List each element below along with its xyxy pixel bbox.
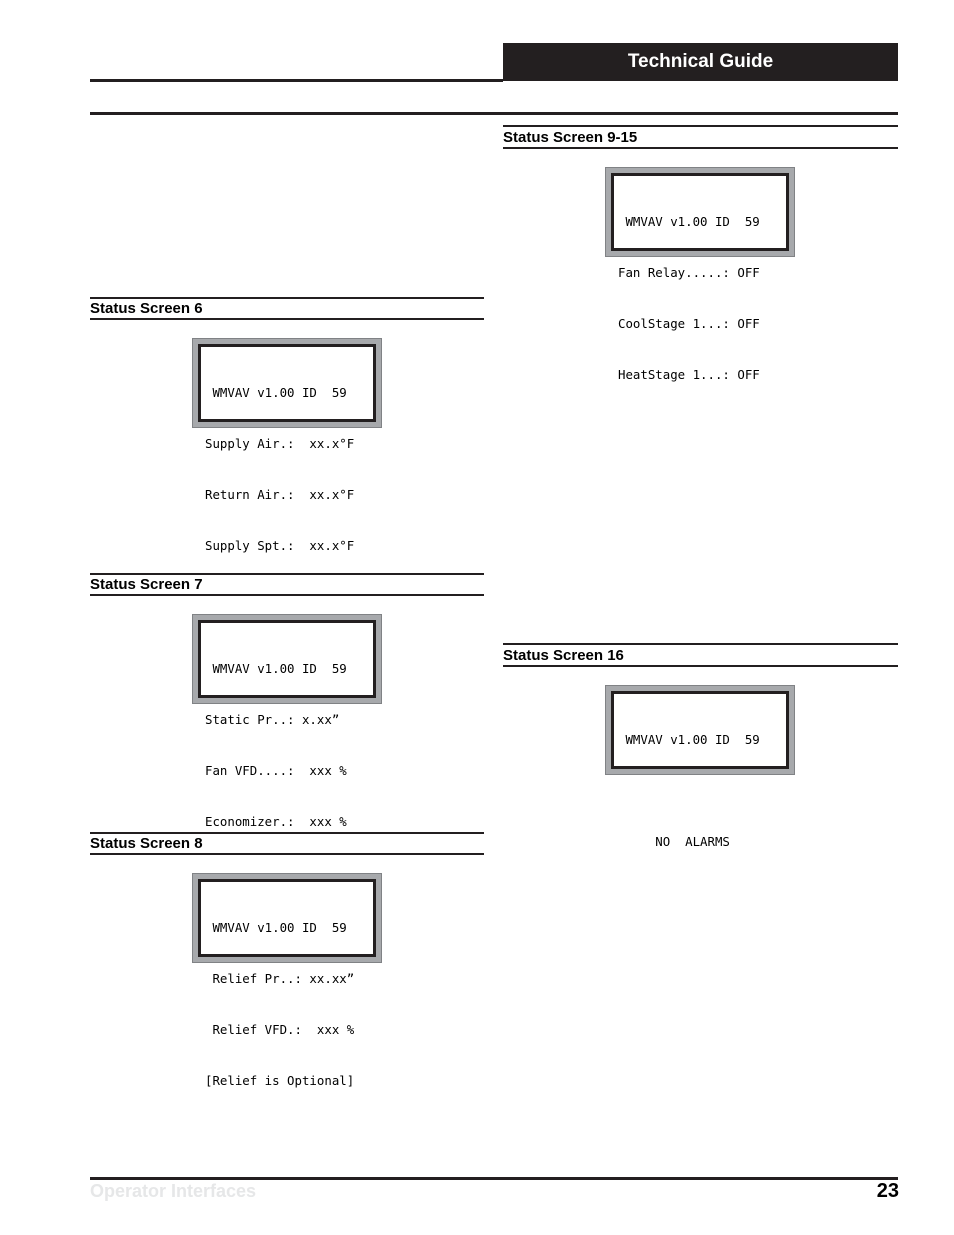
section-rule-top (90, 573, 484, 575)
footer-section-name: Operator Interfaces (90, 1181, 257, 1201)
top-rule (90, 112, 898, 115)
lcd-line: WMVAV v1.00 ID 59 (205, 661, 347, 676)
section-rule-top (503, 643, 898, 645)
section-rule-bottom (503, 147, 898, 149)
lcd-line (618, 782, 786, 799)
lcd-line (618, 884, 786, 901)
header-rule (90, 79, 503, 82)
footer-rule (90, 1177, 898, 1180)
lcd-screen (198, 620, 376, 829)
lcd-line: Supply Spt.: xx.x°F (205, 538, 355, 553)
section-rule-top (503, 125, 898, 127)
lcd-line: Return Air.: xx.x°F (205, 487, 355, 502)
section-rule-bottom (90, 853, 484, 855)
page-number: 23 (876, 1180, 899, 1202)
section-title-status-screen-16: Status Screen 16 (503, 647, 624, 664)
lcd-line: [Relief is Optional] (205, 1073, 355, 1088)
lcd-display-status-screen-7 (192, 614, 382, 829)
section-rule-top (90, 832, 484, 834)
lcd-line: NO ALARMS (618, 834, 730, 849)
lcd-display-status-screen-16 (605, 685, 795, 849)
lcd-line: Relief VFD.: xxx % (205, 1022, 355, 1037)
lcd-display-status-screen-9-15 (605, 167, 795, 382)
lcd-display-status-screen-8 (192, 873, 382, 1088)
lcd-line: WMVAV v1.00 ID 59 (618, 214, 760, 229)
lcd-line: Fan VFD....: xxx % (205, 763, 347, 778)
lcd-line: Relief Pr..: xx.xx” (205, 971, 355, 986)
lcd-line: Economizer.: xxx % (205, 814, 347, 829)
section-rule-bottom (503, 665, 898, 667)
lcd-line: Static Pr..: x.xx” (205, 712, 340, 727)
section-rule-top (90, 297, 484, 299)
section-rule-bottom (90, 318, 484, 320)
section-rule-bottom (90, 594, 484, 596)
lcd-line: Fan Relay.....: OFF (618, 265, 760, 280)
lcd-line: WMVAV v1.00 ID 59 (618, 732, 760, 747)
lcd-screen (198, 344, 376, 553)
section-title-status-screen-6: Status Screen 6 (90, 300, 203, 317)
lcd-screen (611, 691, 789, 849)
lcd-line: CoolStage 1...: OFF (618, 316, 760, 331)
lcd-line: WMVAV v1.00 ID 59 (205, 385, 347, 400)
lcd-display-status-screen-6 (192, 338, 382, 553)
section-title-status-screen-9-15: Status Screen 9-15 (503, 129, 638, 146)
section-title-status-screen-8: Status Screen 8 (90, 835, 203, 852)
lcd-screen (198, 879, 376, 1088)
lcd-line: HeatStage 1...: OFF (618, 367, 760, 382)
header-title: Technical Guide (503, 43, 898, 81)
lcd-line: Supply Air.: xx.x°F (205, 436, 355, 451)
lcd-line: WMVAV v1.00 ID 59 (205, 920, 347, 935)
section-title-status-screen-7: Status Screen 7 (90, 576, 203, 593)
lcd-screen (611, 173, 789, 382)
